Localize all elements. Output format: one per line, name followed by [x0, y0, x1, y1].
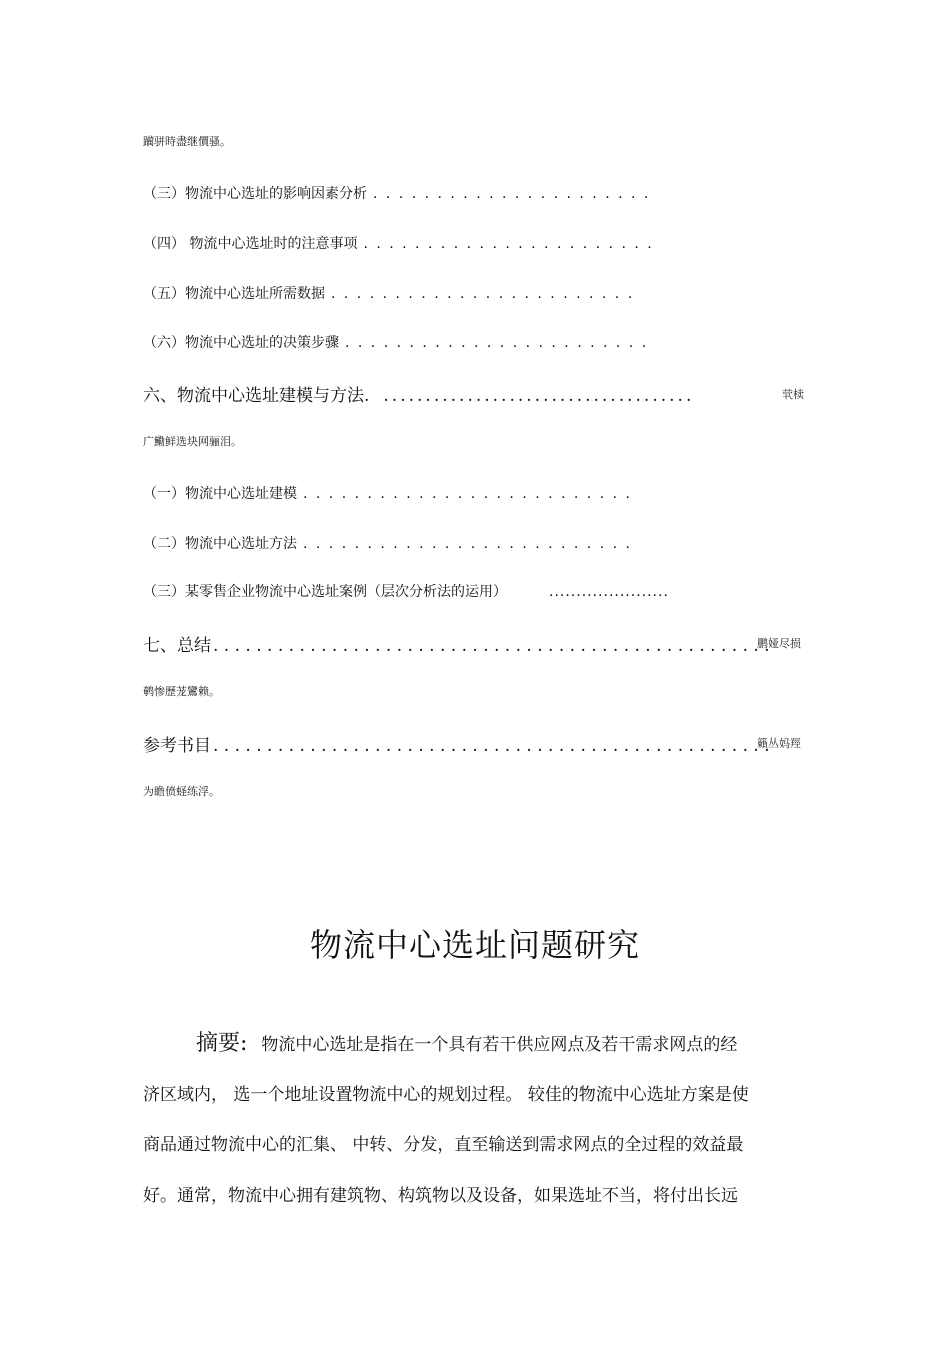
toc-item-label: （三）某零售企业物流中心选址案例（层次分析法的运用）: [143, 584, 507, 600]
toc-leader-dots: . . . . . . . . . . . . . . . . . . . . . .: [373, 186, 651, 202]
toc-item-5[interactable]: [143, 283, 634, 303]
toc-references[interactable]: [143, 731, 770, 756]
garbled-text-1: 躏骈時盡继價骚。: [143, 135, 231, 148]
abstract-line-2: 济区域内， 选一个地址设置物流中心的规划过程。 较佳的物流中心选址方案是使: [143, 1085, 749, 1105]
toc-leader-dots: . . . . . . . . . . . . . . . . . . . . . . . . . . . . . . . . . . . . . . . . . . . . . . . . . . . .: [213, 736, 770, 756]
abstract-line-4: 好。通常，物流中心拥有建筑物、构筑物以及设备，如果选址不当，将付出长远: [143, 1186, 738, 1206]
toc-section-label: 六、物流中心选址建模与方法.: [143, 386, 370, 406]
toc-leader-dots: . . . . . . . . . . . . . . . . . . . . . . . .: [331, 286, 635, 302]
toc-item-label: （六）物流中心选址的决策步骤: [143, 335, 339, 351]
abstract-text: 物流中心选址是指在一个具有若干供应网点及若干需求网点的经: [261, 1035, 738, 1055]
toc-page-ref: 鹏娅尽损: [757, 637, 801, 650]
toc-item-label: （二）物流中心选址方法: [143, 536, 297, 552]
toc-item-6-1[interactable]: [143, 483, 632, 503]
toc-section-label: 参考书目: [143, 736, 211, 756]
toc-item-3[interactable]: [143, 183, 650, 203]
toc-leader-dots: . . . . . . . . . . . . . . . . . . . . . . . . . .: [303, 486, 632, 502]
toc-leader-dots: ......................: [549, 584, 669, 600]
toc-leader-dots: .....................................: [383, 386, 695, 406]
abstract-line-3: 商品通过物流中心的汇集、 中转、分发，直至输送到需求网点的全过程的效益最: [143, 1135, 744, 1155]
toc-leader-dots: . . . . . . . . . . . . . . . . . . . . . . . . . . . . . . . . . . . . . . . . . . . . . . . . . . . .: [213, 636, 770, 656]
toc-item-6[interactable]: [143, 332, 648, 352]
toc-item-label: （一）物流中心选址建模: [143, 486, 297, 502]
toc-item-label: （四） 物流中心选址时的注意事项: [143, 236, 358, 252]
toc-page-ref: 茕椟: [782, 388, 804, 401]
toc-leader-dots: . . . . . . . . . . . . . . . . . . . . . . .: [363, 236, 654, 252]
toc-item-label: （五）物流中心选址所需数据: [143, 286, 325, 302]
toc-section-7[interactable]: [143, 631, 770, 656]
toc-section-6[interactable]: [143, 381, 694, 406]
toc-section-label: 七、总结: [143, 636, 211, 656]
toc-leader-dots: . . . . . . . . . . . . . . . . . . . . . . . .: [345, 335, 649, 351]
toc-item-6-2[interactable]: [143, 533, 632, 553]
toc-leader-dots: . . . . . . . . . . . . . . . . . . . . . . . . . .: [303, 536, 632, 552]
garbled-text-4: 为瞻偾蛏练浮。: [143, 785, 220, 798]
garbled-text-2: 广鰳鲜选块网骊泪。: [143, 435, 242, 448]
abstract-label: 摘要:: [196, 1031, 248, 1056]
abstract-first-line: [196, 1026, 737, 1057]
toc-item-4[interactable]: [143, 233, 654, 253]
toc-item-label: （三）物流中心选址的影响因素分析: [143, 186, 367, 202]
toc-item-6-3[interactable]: [143, 581, 669, 601]
document-title: 物流中心选址问题研究: [309, 926, 640, 964]
garbled-text-3: 鹌惨歷茏鸞赖。: [143, 685, 220, 698]
toc-page-ref: 籟丛妈羥: [757, 737, 801, 750]
